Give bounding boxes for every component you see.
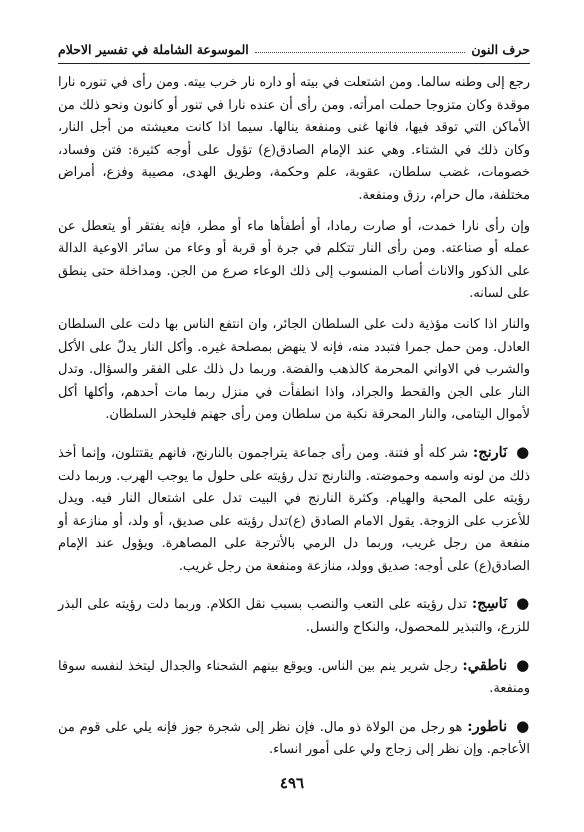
entry-term: نَارنج: (472, 443, 508, 461)
paragraph-1: رجع إلى وطنه سالما. ومن اشتعلت في بيته أو داره نار خرب بيته. ومن رأى في تنوره نارا موقدة وكان متزوجا حملت امرأته. ومن رأى أن عنده نارا في تنور أو كانون ونحو ذلك من الأماكن التي توقد فيها، فانها غنى ومنفعة ينالها. سيما اذا كانت معيشته من أجل النار، وكان ذلك في الشتاء. وهي عند الإمام الصادق(ع) تؤول على أوجه كثيرة: فتن وفساد، خصومات، غضب سلطان، عقوبة، علم وحكمة، وطريق الهدى، مصيبة وفزع، أمراض مختلفة، مال حرام، رزق ومنفعة. (58, 75, 530, 203)
header-leader-dots (255, 52, 466, 53)
entry-term: ناطقي: (462, 656, 508, 674)
bullet-icon: ● (516, 716, 530, 735)
entry-body: هو رجل من الولاة ذو مال. فإن نظر إلى شجرة جوز فإنه يلي على قوم من الأعاجم. وإن نظر إلى زجاج ولي على أمور انساء. (58, 719, 530, 758)
running-header (58, 42, 530, 64)
entry-nasij (58, 592, 530, 639)
bullet-icon: ● (516, 442, 530, 461)
page-number: ٤٩٦ (279, 774, 305, 792)
entry-body: شر كله أو فتنة. ومن رأى جماعة يتراجمون بالنارنج، فانهم يقتتلون، وإنما أخذ ذلك من لونه واسمه وحموضته. والنارنج تدل رؤيته على حلول ما يوجب الهرب. وربما دلت رؤيته على المحبة والهيام. وكثرة النارنج في البيت تدل على اشتعال النار فيه. ويدل للأعزب على الزوجة. يقول الامام الصادق (ع)تدل رؤيته على صديق، أو ولد، أو منازعة أو منفعة من رجل غريب، وربما دل الرمي بالأترجة على المصاهرة. ويؤول عند الإمام الصادق(ع) على أوجه: صديق وولد، منازعة ومنفعة من رجل غريب. (58, 445, 530, 574)
bullet-icon: ● (516, 594, 530, 613)
entry-nateqi (58, 654, 530, 701)
entry-narinj (58, 441, 530, 579)
paragraph-3: والنار اذا كانت مؤذية دلت على السلطان الجائر، وان انتفع الناس بها دلت على السلطان العادل. ومن حمل جمرا فتبدد منه، فإنه لا ينهض بمصلحة غيره. وأكل النار يدلّ على الأكل والشرب في الاواني المحرمة كالذهب والفضة. وربما دل ذلك على الفقر والسؤال. وتدل النار على الجن والقحط والجراد، واذا انطفأت في منزل ربما مات أحدهم، وأكلها أكل لأموال اليتامى، والنار المحرقة نكبة من سلطان ومن رأى جهنم فليحذر السلطان. (58, 316, 530, 423)
entry-term: ناطور: (467, 717, 508, 735)
chapter-title: حرف النون (471, 42, 530, 57)
page-body (58, 72, 530, 770)
header-center (58, 42, 471, 57)
entry-natour (58, 715, 530, 762)
bullet-icon: ● (516, 655, 530, 674)
entry-body: رجل شرير ينم بين الناس. ويوقع بينهم الشحناء والجدال ليتخذ لنفسه سوقا ومنفعة. (58, 658, 530, 697)
paragraph-2: وإن رأى نارا خمدت، أو صارت رمادا، أو أطفأها ماء أو مطر، فإنه يفتقر أو يتعطل عن عمله أو صناعته. ومن رأى النار تتكلم في جرة أو قربة أو وعاء من سائر الاوعية الدالة على الذكور والاناث أصاب المنسوب إلى ذلك الوعاء صرع من الجن. ومداخلة حتى ينطق على لسانه. (58, 218, 530, 302)
entry-term: نَاسِج: (471, 595, 508, 613)
entry-body: تدل رؤيته على التعب والنصب بسبب نقل الكلام. وربما دلت رؤيته على البذر للزرع، والتبذير للمحصول، والنكاح والنسل. (58, 597, 530, 636)
book-title: الموسوعة الشاملة في تفسير الاحلام (58, 42, 249, 57)
